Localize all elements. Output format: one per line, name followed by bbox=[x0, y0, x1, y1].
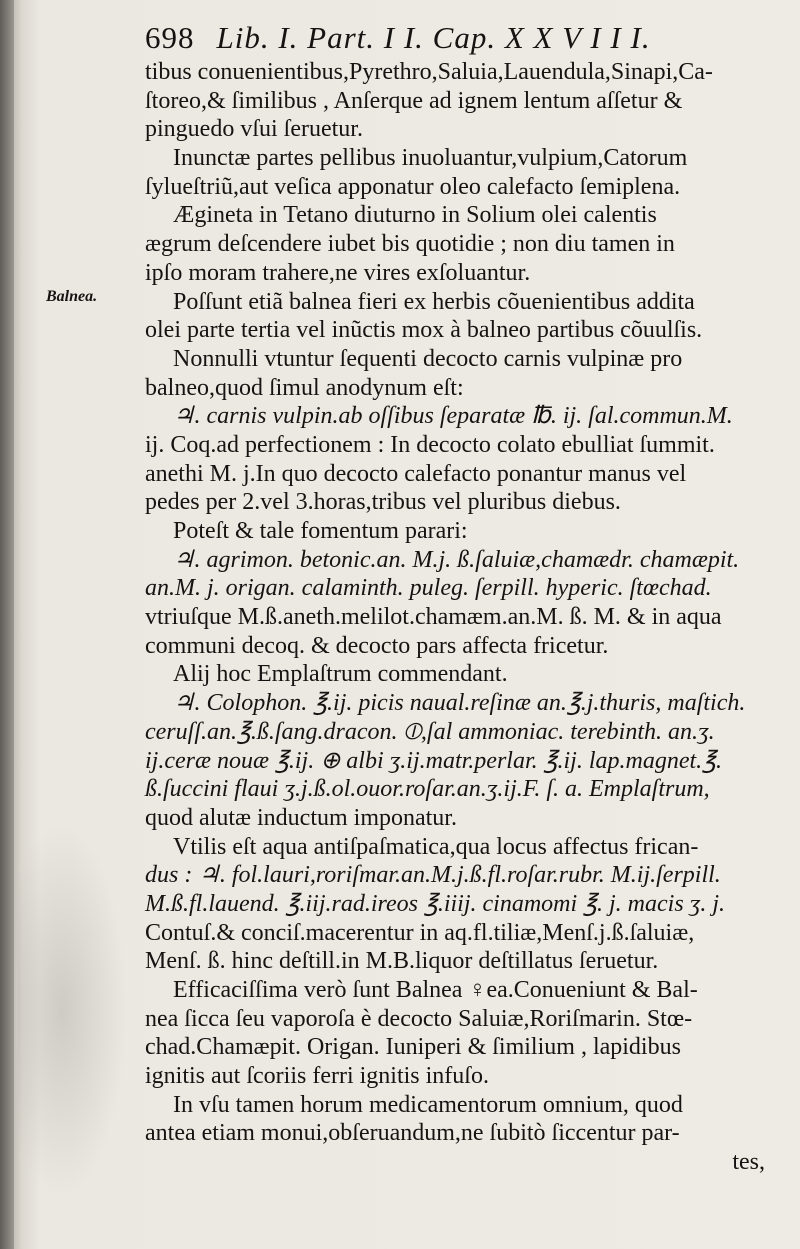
text-line: balneo,quod ſimul anodynum eſt: bbox=[145, 374, 464, 401]
page-number: 698 bbox=[145, 20, 195, 55]
text-line: ægrum deſcendere iubet bis quotidie ; non diu tamen in bbox=[145, 231, 675, 258]
text-line: tibus conuenientibus,Pyrethro,Saluia,Lauendula,Sinapi,Ca- bbox=[145, 59, 713, 85]
running-title: Lib. I. Part. I I. Cap. X X V I I I. bbox=[216, 20, 651, 55]
text-line: Ægineta in Tetano diuturno in Solium olei calentis bbox=[173, 202, 657, 229]
text-line: antea etiam monui,obſeruandum,ne ſubitò ſiccentur par- bbox=[145, 1120, 680, 1147]
running-header bbox=[145, 20, 651, 56]
recipe-line: ♃. carnis vulpin.ab oſſibus ſeparatæ ℔. ij. ſal.commun.M. bbox=[173, 403, 733, 430]
text-line: ipſo moram trahere,ne vires exſoluantur. bbox=[145, 259, 531, 286]
recipe-line: an.M. j. origan. calaminth. puleg. ſerpill. hyperic. ſtœchad. bbox=[145, 575, 712, 602]
recipe-line: ß.ſuccini flaui ʒ.j.ß.ol.ouor.roſar.an.ʒ.ij.F. ſ. a. Emplaſtrum, bbox=[145, 776, 710, 803]
recipe-line: M.ß.fl.lauend. ℥.iij.rad.ireos ℥.iiij. cinamomi ℥. j. macis ʒ. j. bbox=[145, 890, 725, 917]
text-line: quod alutæ inductum imponatur. bbox=[145, 804, 457, 831]
text-line: pedes per 2.vel 3.horas,tribus vel pluribus diebus. bbox=[145, 489, 621, 516]
body-text bbox=[145, 58, 765, 1177]
text-line: Efficaciſſima verò ſunt Balnea ♀ea.Conueniunt & Bal- bbox=[173, 977, 698, 1003]
text-line: pinguedo vſui ſeruetur. bbox=[145, 116, 363, 143]
text-line: Inunctæ partes pellibus inuoluantur,vulpium,Catorum bbox=[173, 145, 688, 172]
text-line: anethi M. j.In quo decocto calefacto ponantur manus vel bbox=[145, 460, 687, 487]
catchword: tes, bbox=[732, 1149, 765, 1176]
text-line: ſylueſtriũ,aut veſica apponatur oleo calefacto ſemiplena. bbox=[145, 173, 681, 200]
margin-note: Balnea. bbox=[46, 288, 98, 305]
text-line: Poteſt & tale fomentum parari: bbox=[173, 518, 468, 544]
text-line: ſtoreo,& ſimilibus , Anſerque ad ignem lentum aſſetur & bbox=[145, 87, 683, 114]
text-line: Poſſunt etiã balnea fieri ex herbis cõuenientibus addita bbox=[173, 288, 695, 315]
text-line: Menſ. ß. hinc deſtill.in M.B.liquor deſtillatus ſeruetur. bbox=[145, 948, 659, 975]
text-line: Alij hoc Emplaſtrum commendant. bbox=[173, 661, 508, 688]
recipe-line: ♃. Colophon. ℥.ij. picis naual.reſinæ an.℥.j.thuris, maſtich. bbox=[173, 690, 746, 717]
recipe-line: ceruſſ.an.℥.ß.ſang.dracon. ⦶,ſal ammoniac. terebinth. an.ʒ. bbox=[145, 718, 715, 745]
text-line: communi decoq. & decocto pars affecta fricetur. bbox=[145, 632, 609, 659]
text-line: chad.Chamæpit. Origan. Iuniperi & ſimilium , lapidibus bbox=[145, 1034, 681, 1061]
text-line: ij. Coq.ad perfectionem : In decocto colato ebulliat ſummit. bbox=[145, 431, 715, 458]
recipe-line: ♃. agrimon. betonic.an. M.j. ß.ſaluiæ,chamædr. chamæpit. bbox=[173, 546, 740, 573]
text-line: Nonnulli vtuntur ſequenti decocto carnis vulpinæ pro bbox=[173, 345, 683, 372]
recipe-line: ij.ceræ nouæ ℥.ij. ⊕ albi ʒ.ij.matr.perlar. ℥.ij. lap.magnet.℥. bbox=[145, 747, 723, 774]
text-line: In vſu tamen horum medicamentorum omnium, quod bbox=[173, 1091, 683, 1118]
recipe-line: dus : ♃. fol.lauri,roriſmar.an.M.j.ß.fl.roſar.rubr. M.ij.ſerpill. bbox=[145, 862, 721, 889]
text-line: vtriuſque M.ß.aneth.melilot.chamæm.an.M. ß. M. & in aqua bbox=[145, 604, 722, 631]
text-line: nea ſicca ſeu vaporoſa è decocto Saluiæ,Roriſmarin. Stœ- bbox=[145, 1005, 693, 1032]
text-line: Vtilis eſt aqua antiſpaſmatica,qua locus affectus frican- bbox=[173, 833, 699, 860]
book-spine-shadow bbox=[0, 0, 14, 1249]
text-line: olei parte tertia vel inũctis mox à balneo partibus cõuulſis. bbox=[145, 317, 703, 344]
text-line: ignitis aut ſcoriis ferri ignitis infuſo. bbox=[145, 1063, 489, 1090]
text-line: Contuſ.& conciſ.macerentur in aq.fl.tiliæ,Menſ.j.ß.ſaluiæ, bbox=[145, 919, 695, 946]
page-stain bbox=[18, 820, 128, 1200]
